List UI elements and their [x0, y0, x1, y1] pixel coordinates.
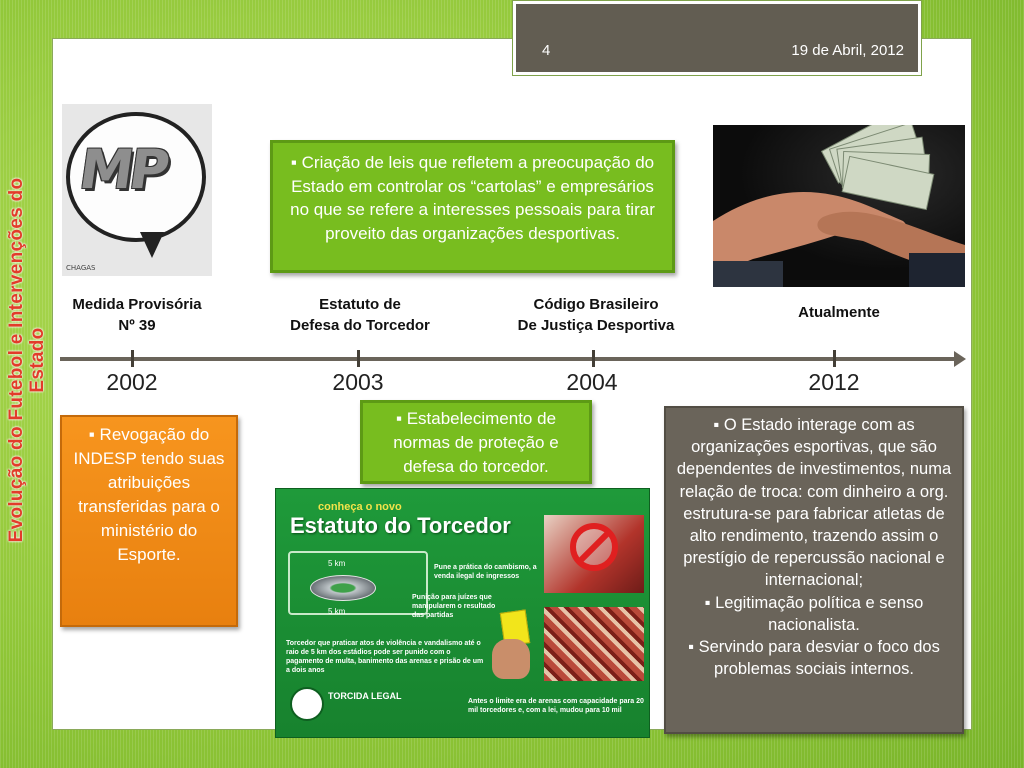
- timeline-label-line1: Medida Provisória: [72, 296, 202, 313]
- bullet-item: ▪ O Estado interage com as organizações esportivas, que são dependentes de investimentos, numa relação de troca: com dinheiro a org. estrutura-se para fabricar atletas de alto rendimento, trazendo assim o prestígio de repercussão nacional e internacional;: [676, 416, 952, 590]
- speech-bubble-tail: [140, 232, 164, 258]
- year-2003: 2003: [332, 369, 384, 395]
- timeline-label-line1: Estatuto de: [319, 296, 401, 313]
- money-handshake-image: [713, 125, 965, 287]
- year-2002: 2002: [106, 369, 158, 395]
- text-box-laws: ▪ Criação de leis que refletem a preocupação do Estado em controlar os “cartolas” e empresários no que se refere a interesses pessoais para tirar proveito das organizações desportivas.: [270, 140, 675, 273]
- timeline-label-estatuto: [270, 294, 450, 336]
- timeline-tick: [592, 350, 595, 367]
- bullet-item: ▪ Servindo para desviar o foco dos problemas sociais internos.: [688, 638, 940, 679]
- prohibited-icon: [570, 523, 618, 571]
- distance-label: 5 km: [328, 607, 346, 616]
- text-box-indesp: ▪ Revogação do INDESP tendo suas atribuições transferidas para o ministério do Esporte.: [60, 415, 238, 627]
- timeline-line: [60, 357, 956, 361]
- timeline-arrow-icon: [954, 351, 966, 367]
- side-title: Evolução do Futebol e Intervenções do Estado: [6, 177, 48, 543]
- hand-icon: [492, 639, 530, 679]
- timeline-label-line1: Código Brasileiro: [533, 296, 659, 313]
- slide-header: [512, 0, 922, 76]
- poster-text-violencia: Torcedor que praticar atos de violência e vandalismo até o raio de 5 km dos estádios pode ser punido com o pagamento de multa, banimento das arenas e prisão de um a dois anos: [286, 640, 484, 674]
- mp-letters: MP: [75, 138, 170, 201]
- year-2004: 2004: [566, 369, 618, 395]
- timeline-label-codigo: [500, 294, 692, 336]
- timeline-label-line1: Atualmente: [798, 304, 880, 321]
- soccer-ball-logo-icon: [290, 687, 324, 721]
- bullet-item: ▪ Legitimação política e senso nacionalista.: [704, 593, 924, 634]
- slide-number: 4: [542, 42, 551, 59]
- crowd-photo: [544, 607, 644, 681]
- timeline-label-line2: De Justiça Desportiva: [517, 317, 675, 334]
- poster-text-arenas: Antes o limite era de arenas com capacidade para 20 mil torcedores e, com a lei, mudou para 10 mil: [468, 698, 644, 714]
- text-box-atualmente: [664, 406, 964, 734]
- year-2012: 2012: [808, 369, 860, 395]
- timeline-tick: [833, 350, 836, 367]
- side-title-container: [0, 0, 48, 768]
- stadium-icon: [310, 575, 376, 601]
- timeline-label-mp: [58, 294, 216, 336]
- poster-subtitle: conheça o novo: [318, 501, 402, 513]
- header-bar: [516, 4, 918, 72]
- timeline-label-line2: Nº 39: [118, 317, 156, 334]
- poster-title: Estatuto do Torcedor: [290, 513, 511, 538]
- mp-signature: CHAGAS: [66, 264, 96, 272]
- mp-cartoon-image: [62, 104, 212, 276]
- timeline-tick: [357, 350, 360, 367]
- torcida-legal-logo: TORCIDA LEGAL: [328, 691, 402, 701]
- handshake-money-icon: [713, 125, 965, 287]
- distance-label: 5 km: [328, 559, 346, 568]
- poster-text-cambismo: Pune a prática do cambismo, a venda ilegal de ingressos: [434, 564, 537, 580]
- poster-text-juizes: Punição para juízes que manipularem o resultado das partidas: [412, 594, 496, 619]
- text-box-protecao: ▪ Estabelecimento de normas de proteção e defesa do torcedor.: [360, 400, 592, 484]
- estatuto-poster-image: [275, 488, 650, 738]
- timeline-label-line2: Defesa do Torcedor: [290, 317, 430, 334]
- slide-date: 19 de Abril, 2012: [791, 42, 904, 59]
- timeline-label-atualmente: [760, 302, 918, 323]
- timeline-tick: [131, 350, 134, 367]
